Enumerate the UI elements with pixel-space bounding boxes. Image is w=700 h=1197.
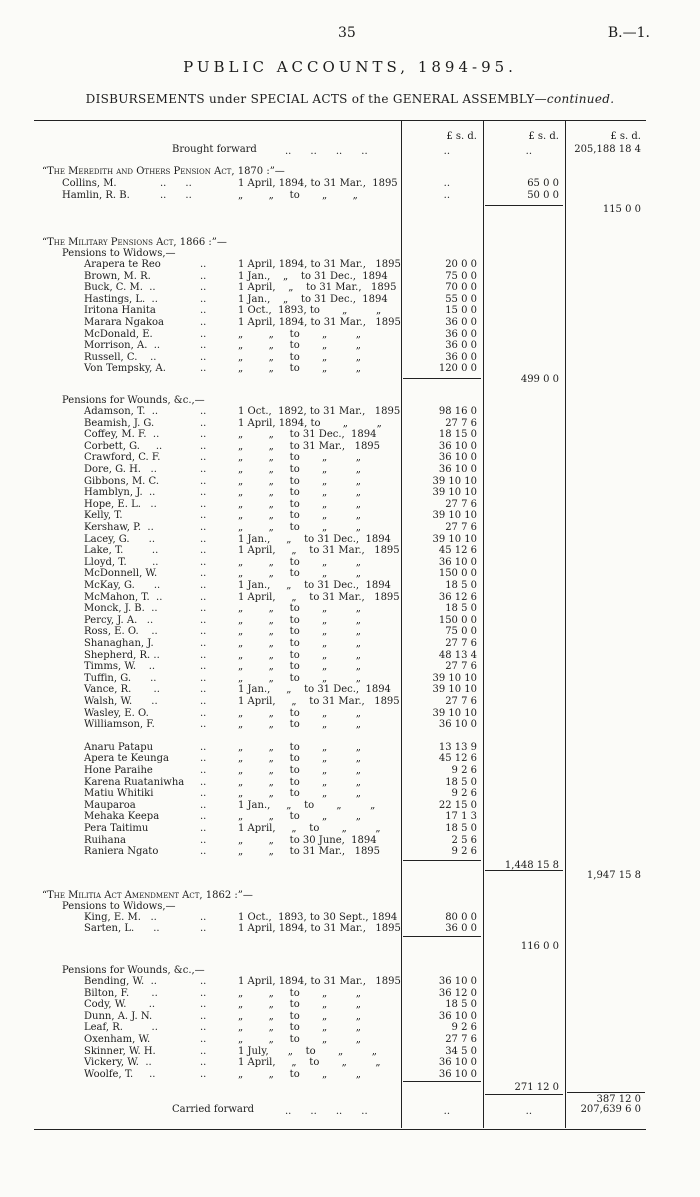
entry-name: Von Tempsky, A. xyxy=(84,363,166,375)
entry-amount: 18 5 0 xyxy=(445,776,477,788)
entry-period: 1 Oct., 1892, to 31 Mar., 1895 xyxy=(238,406,401,417)
entry-name: Timms, W. .. xyxy=(84,661,156,673)
entry-amount: 55 0 0 xyxy=(445,293,477,305)
entry-period: „ „ to „ „ xyxy=(238,340,361,352)
entry-period: „ „ to „ „ xyxy=(238,603,361,615)
page-title: PUBLIC ACCOUNTS, 1894-95. xyxy=(183,58,517,76)
entry-dots: .. xyxy=(200,684,207,696)
entry-period: „ „ to „ „ xyxy=(238,464,361,475)
carried-forward-rule xyxy=(567,1092,645,1093)
entry-dots: .. xyxy=(200,282,207,294)
brought-forward-label: Brought forward xyxy=(172,144,257,155)
entry-name: Matiu Whitiki xyxy=(84,788,154,800)
entry-amount: 18 5 0 xyxy=(445,823,477,834)
entry-dots: .. xyxy=(200,417,207,429)
widows-heading: Pensions to Widows,— xyxy=(62,900,176,912)
entry-name: Bilton, F. .. xyxy=(84,987,158,999)
entry-name: King, E. M. .. xyxy=(84,911,157,923)
entry-period: 1 Jan., „ to 31 Dec., 1894 xyxy=(238,293,388,305)
entry-amount: 27 7 6 xyxy=(445,1034,477,1045)
entry-name: Pera Taitimu xyxy=(84,823,149,834)
entry-amount: 2 5 6 xyxy=(451,834,477,846)
entry-dots: .. xyxy=(200,1010,207,1022)
entry-period: „ „ to „ „ xyxy=(238,1068,361,1080)
entry-dots: .. xyxy=(200,556,207,568)
entry-name: Marara Ngakoa xyxy=(84,317,165,328)
entry-amount: 150 0 0 xyxy=(438,568,477,580)
entry-name: Vance, R. .. xyxy=(84,684,160,696)
entry-dots: .. xyxy=(200,603,207,615)
carried-forward-c1: .. xyxy=(443,1106,450,1117)
entry-period: „ „ to „ „ xyxy=(238,661,361,673)
entry-period: 1 April, 1894, to 31 Mar., 1895 xyxy=(238,178,398,189)
entry-name: Adamson, T. .. xyxy=(84,406,159,417)
entry-dots: .. xyxy=(200,293,207,305)
entry-amount: 36 10 0 xyxy=(438,719,477,731)
entry-name: McDonnell, W. xyxy=(84,568,158,580)
entry-name: Woolfe, T. .. xyxy=(84,1068,156,1080)
brought-forward-c2: .. xyxy=(525,146,532,157)
entry-period: „ „ to „ „ xyxy=(238,351,361,363)
brought-forward-c3: 205,188 18 4 xyxy=(574,144,641,155)
entry-dots: .. xyxy=(200,1057,207,1069)
carried-forward-c3: 207,639 6 0 xyxy=(580,1104,641,1115)
entry-name: Ruihana xyxy=(84,834,126,846)
entry-period: „ „ to „ „ xyxy=(238,452,361,464)
entry-dots: .. xyxy=(200,545,207,557)
entry-name: Hone Paraihe xyxy=(84,765,153,776)
entry-amount: 36 0 0 xyxy=(445,351,477,363)
entry-amount: 98 16 0 xyxy=(438,406,477,417)
entry-name: Monck, J. B. .. xyxy=(84,603,158,615)
entry-name: Buck, C. M. .. xyxy=(84,282,156,294)
entry-dots: .. xyxy=(200,328,207,340)
entry-name: Morrison, A. .. xyxy=(84,340,161,352)
entry-dots: .. xyxy=(200,1034,207,1045)
entry-amount: 65 0 0 xyxy=(527,178,559,189)
militia-wounds-total: 271 12 0 xyxy=(514,1082,559,1094)
entry-name: McDonald, E. xyxy=(84,328,153,340)
entry-dots: .. xyxy=(200,498,207,510)
entry-period: „ „ to „ „ xyxy=(238,475,361,487)
entry-period: 1 July, „ to „ „ xyxy=(238,1045,377,1057)
entry-amount: 27 7 6 xyxy=(445,417,477,429)
entry-name: Collins, M. xyxy=(62,178,117,189)
entry-period: „ „ to „ „ xyxy=(238,498,361,510)
entry-dots: .. .. xyxy=(160,189,192,201)
entry-dots: .. xyxy=(200,317,207,328)
entry-period: „ „ to „ „ xyxy=(238,522,361,533)
entry-name: Corbett, G. .. xyxy=(84,440,163,452)
entry-period: 1 Jan., „ to „ „ xyxy=(238,799,376,811)
brought-forward-c1: .. xyxy=(443,146,450,157)
entry-period: „ „ to „ „ xyxy=(238,189,358,201)
entry-period: 1 Jan., „ to 31 Dec., 1894 xyxy=(238,580,391,591)
entry-dots: .. xyxy=(200,911,207,923)
entry-amount: 39 10 10 xyxy=(432,707,477,719)
entry-dots: .. xyxy=(200,753,207,765)
wounds-heading: Pensions for Wounds, &c.,— xyxy=(62,965,205,976)
entry-period: „ „ to „ „ xyxy=(238,614,361,626)
entry-name: Crawford, C. F. xyxy=(84,452,161,464)
entry-amount: 39 10 10 xyxy=(432,684,477,696)
entry-amount: 15 0 0 xyxy=(445,305,477,317)
entry-dots: .. xyxy=(200,580,207,591)
entry-period: „ „ to „ „ xyxy=(238,999,361,1011)
entry-amount: 22 15 0 xyxy=(438,799,477,811)
entry-dots: .. xyxy=(200,811,207,823)
entry-name: Kershaw, P. .. xyxy=(84,522,154,533)
entry-dots: .. xyxy=(200,788,207,800)
widows-heading: Pensions to Widows,— xyxy=(62,248,176,259)
military-widows-total: 499 0 0 xyxy=(520,374,559,385)
entry-dots: .. xyxy=(200,638,207,649)
entry-period: „ „ to „ „ xyxy=(238,776,361,788)
entry-dots: .. xyxy=(200,1045,207,1057)
entry-amount: 39 10 10 xyxy=(432,487,477,499)
entry-dots: .. xyxy=(200,568,207,580)
entry-name: Hastings, L. .. xyxy=(84,293,158,305)
entry-c1: .. xyxy=(443,189,450,201)
entry-period: 1 Oct., 1893, to „ „ xyxy=(238,305,382,317)
entry-period: „ „ to 31 Mar., 1895 xyxy=(238,846,381,858)
entry-name: Gibbons, M. C. xyxy=(84,475,160,487)
entry-amount: 27 7 6 xyxy=(445,661,477,673)
entry-amount: 36 10 0 xyxy=(438,976,477,987)
entry-name: Percy, J. A. .. xyxy=(84,614,154,626)
entry-amount: 20 0 0 xyxy=(445,259,477,270)
entry-amount: 39 10 10 xyxy=(432,475,477,487)
act-heading-meredith: “The Meredith and Others Pension Act, 1870 :”— xyxy=(42,166,285,177)
entry-amount: 9 2 6 xyxy=(451,846,477,858)
subtitle-main: DISBURSEMENTS under SPECIAL ACTS of the GENERAL ASSEMBLY— xyxy=(85,92,547,106)
entry-period: „ „ to „ „ xyxy=(238,556,361,568)
entry-period: „ „ to „ „ xyxy=(238,510,361,522)
subtotal-rule xyxy=(403,936,481,937)
entry-name: Hamblyn, J. .. xyxy=(84,487,156,499)
entry-amount: 18 5 0 xyxy=(445,999,477,1011)
brought-forward-dots: .. .. .. .. xyxy=(285,146,368,157)
entry-dots: .. xyxy=(200,259,207,270)
militia-total: 387 12 0 xyxy=(596,1094,641,1106)
wounds-heading: Pensions for Wounds, &c.,— xyxy=(62,395,205,406)
entry-amount: 18 5 0 xyxy=(445,580,477,591)
subtotal-rule xyxy=(485,870,563,871)
act-heading-militia: “The Militia Act Amendment Act, 1862 :”— xyxy=(42,889,253,901)
entry-dots: .. xyxy=(200,976,207,987)
page-number: 35 xyxy=(338,25,356,41)
entry-dots: .. xyxy=(200,533,207,545)
entry-name: Kelly, T. xyxy=(84,510,123,522)
entry-name: Russell, C. .. xyxy=(84,351,157,363)
entry-dots: .. xyxy=(200,707,207,719)
col-header-2: £ s. d. xyxy=(528,131,559,142)
entry-amount: 9 2 6 xyxy=(451,765,477,776)
entry-period: „ „ to „ „ xyxy=(238,1034,361,1045)
subtotal-rule xyxy=(403,860,481,861)
entry-name: Skinner, W. H. xyxy=(84,1045,156,1057)
subtotal-rule xyxy=(403,1081,481,1082)
entry-name: Leaf, R. .. xyxy=(84,1022,158,1034)
entry-amount: 36 10 0 xyxy=(438,1010,477,1022)
entry-dots: .. xyxy=(200,440,207,452)
entry-period: „ „ to „ „ xyxy=(238,788,361,800)
entry-name: Lacey, G. .. xyxy=(84,533,156,545)
meredith-total: 115 0 0 xyxy=(602,204,641,215)
entry-name: Lake, T. .. xyxy=(84,545,159,557)
entry-period: 1 April, „ to „ „ xyxy=(238,1057,381,1069)
entry-name: Sarten, L. .. xyxy=(84,923,160,935)
entry-amount: 36 12 6 xyxy=(438,591,477,603)
entry-amount: 36 10 0 xyxy=(438,452,477,464)
entry-amount: 120 0 0 xyxy=(438,363,477,375)
entry-dots: .. xyxy=(200,741,207,753)
subtotal-rule xyxy=(485,205,563,206)
entry-amount: 70 0 0 xyxy=(445,282,477,294)
entry-dots: .. xyxy=(200,696,207,707)
entry-name: Anaru Patapu xyxy=(84,741,154,753)
entry-name: Beamish, J. G. xyxy=(84,417,155,429)
entry-amount: 13 13 9 xyxy=(438,741,477,753)
entry-dots: .. xyxy=(200,522,207,533)
entry-dots: .. xyxy=(200,475,207,487)
entry-name: Williamson, F. xyxy=(84,719,155,731)
entry-amount: 39 10 10 xyxy=(432,533,477,545)
entry-amount: 75 0 0 xyxy=(445,626,477,638)
entry-name: Dunn, A. J. N. xyxy=(84,1010,153,1022)
entry-amount: 48 13 4 xyxy=(438,649,477,661)
entry-dots: .. xyxy=(200,305,207,317)
entry-name: Ross, E. O. .. xyxy=(84,626,158,638)
entry-amount: 36 0 0 xyxy=(445,340,477,352)
entry-period: „ „ to „ „ xyxy=(238,626,361,638)
entry-amount: 27 7 6 xyxy=(445,498,477,510)
page-subtitle xyxy=(0,92,700,106)
entry-amount: 39 10 10 xyxy=(432,510,477,522)
entry-name: Hamlin, R. B. xyxy=(62,189,130,201)
entry-name: Bending, W. .. xyxy=(84,976,157,987)
entry-dots: .. xyxy=(200,672,207,684)
entry-dots: .. xyxy=(200,351,207,363)
entry-dots: .. xyxy=(200,510,207,522)
entry-period: „ „ to „ „ xyxy=(238,1022,361,1034)
entry-name: Walsh, W. .. xyxy=(84,696,158,707)
entry-amount: 80 0 0 xyxy=(445,911,477,923)
entry-name: Tuffin, G. .. xyxy=(84,672,157,684)
entry-dots: .. xyxy=(200,452,207,464)
entry-period: „ „ to „ „ xyxy=(238,719,361,731)
entry-period: 1 April, „ to „ „ xyxy=(238,823,381,834)
entry-name: Cody, W. .. xyxy=(84,999,156,1011)
act-heading-military: “The Military Pensions Act, 1866 :”— xyxy=(42,237,227,248)
entry-period: „ „ to „ „ xyxy=(238,363,361,375)
entry-dots: .. xyxy=(200,799,207,811)
entry-amount: 36 0 0 xyxy=(445,923,477,935)
entry-period: „ „ to „ „ xyxy=(238,707,361,719)
entry-dots: .. xyxy=(200,999,207,1011)
entry-dots: .. xyxy=(200,834,207,846)
entry-name: Apera te Keunga xyxy=(84,753,169,765)
entry-amount: 36 0 0 xyxy=(445,317,477,328)
entry-name: Vickery, W. .. xyxy=(84,1057,152,1069)
column-divider-1 xyxy=(401,120,402,1128)
entry-period: 1 Jan., „ to 31 Dec., 1894 xyxy=(238,533,391,545)
entry-name: McMahon, T. .. xyxy=(84,591,163,603)
entry-period: „ „ to „ „ xyxy=(238,765,361,776)
subtotal-rule xyxy=(403,378,481,379)
entry-amount: 45 12 6 xyxy=(438,753,477,765)
entry-amount: 50 0 0 xyxy=(527,189,559,201)
col-header-1: £ s. d. xyxy=(446,131,477,142)
entry-period: „ „ to „ „ xyxy=(238,638,361,649)
entry-dots: .. xyxy=(200,429,207,441)
entry-amount: 75 0 0 xyxy=(445,270,477,282)
entry-dots: .. xyxy=(200,591,207,603)
entry-dots: .. xyxy=(200,487,207,499)
entry-dots: .. xyxy=(200,626,207,638)
entry-dots: .. xyxy=(200,406,207,417)
entry-dots: .. xyxy=(200,614,207,626)
entry-period: 1 April, 1894, to „ „ xyxy=(238,417,382,429)
entry-dots: .. xyxy=(200,464,207,475)
entry-period: „ „ to „ „ xyxy=(238,672,361,684)
entry-c1: .. xyxy=(443,178,450,189)
entry-period: „ „ to „ „ xyxy=(238,741,361,753)
entry-name: Dore, G. H. .. xyxy=(84,464,157,475)
col-header-3: £ s. d. xyxy=(610,131,641,142)
entry-period: 1 April, 1894, to 31 Mar., 1895 xyxy=(238,976,401,987)
military-wounds-total: 1,448 15 8 xyxy=(504,859,559,871)
entry-period: 1 April, „ to 31 Mar., 1895 xyxy=(238,696,400,707)
entry-name: Mauparoa xyxy=(84,799,136,811)
entry-amount: 36 12 0 xyxy=(438,987,477,999)
military-total: 1,947 15 8 xyxy=(586,869,641,881)
entry-amount: 36 10 0 xyxy=(438,1057,477,1069)
entry-dots: .. .. xyxy=(160,178,192,189)
entry-name: Lloyd, T. .. xyxy=(84,556,159,568)
entry-amount: 34 5 0 xyxy=(445,1045,477,1057)
entry-name: Shanaghan, J. xyxy=(84,638,154,649)
entry-amount: 18 5 0 xyxy=(445,603,477,615)
entry-dots: .. xyxy=(200,1022,207,1034)
entry-dots: .. xyxy=(200,776,207,788)
entry-period: „ „ to 31 Mar., 1895 xyxy=(238,440,381,452)
entry-period: „ „ to „ „ xyxy=(238,487,361,499)
entry-amount: 39 10 10 xyxy=(432,672,477,684)
entry-amount: 36 0 0 xyxy=(445,328,477,340)
entry-name: Brown, M. R. xyxy=(84,270,151,282)
entry-amount: 150 0 0 xyxy=(438,614,477,626)
entry-amount: 45 12 6 xyxy=(438,545,477,557)
entry-dots: .. xyxy=(200,661,207,673)
entry-amount: 9 2 6 xyxy=(451,1022,477,1034)
entry-amount: 27 7 6 xyxy=(445,696,477,707)
column-divider-2 xyxy=(483,120,484,1128)
entry-dots: .. xyxy=(200,923,207,935)
carried-forward-dots: .. .. .. .. xyxy=(285,1106,368,1117)
entry-period: „ „ to „ „ xyxy=(238,753,361,765)
entry-period: „ „ to „ „ xyxy=(238,811,361,823)
entry-amount: 36 10 0 xyxy=(438,440,477,452)
entry-name: Oxenham, W. xyxy=(84,1034,151,1045)
column-divider-3 xyxy=(565,120,566,1128)
entry-dots: .. xyxy=(200,270,207,282)
entry-period: 1 April, „ to 31 Mar., 1895 xyxy=(238,591,400,603)
entry-name: McKay, G. .. xyxy=(84,580,161,591)
entry-dots: .. xyxy=(200,1068,207,1080)
entry-dots: .. xyxy=(200,363,207,375)
carried-forward-c2: .. xyxy=(525,1106,532,1117)
entry-name: Mehaka Keepa xyxy=(84,811,160,823)
entry-period: „ „ to 30 June, 1894 xyxy=(238,834,377,846)
entry-dots: .. xyxy=(200,765,207,776)
entry-name: Iritona Hanita xyxy=(84,305,156,317)
entry-period: 1 April, 1894, to 31 Mar., 1895 xyxy=(238,259,401,270)
entry-name: Shepherd, R. .. xyxy=(84,649,160,661)
entry-name: Coffey, M. F. .. xyxy=(84,429,160,441)
entry-period: „ „ to „ „ xyxy=(238,649,361,661)
entry-amount: 17 1 3 xyxy=(445,811,477,823)
entry-name: Hope, E. L. .. xyxy=(84,498,157,510)
entry-dots: .. xyxy=(200,987,207,999)
entry-name: Arapera te Reo xyxy=(84,259,161,270)
document-code: B.—1. xyxy=(607,25,650,41)
entry-period: 1 Jan., „ to 31 Dec., 1894 xyxy=(238,270,388,282)
carried-forward-label: Carried forward xyxy=(172,1104,255,1115)
entry-period: „ „ to „ „ xyxy=(238,987,361,999)
entry-period: „ „ to „ „ xyxy=(238,328,361,340)
militia-widows-total: 116 0 0 xyxy=(520,941,559,952)
entry-period: 1 Oct., 1893, to 30 Sept., 1894 xyxy=(238,911,398,923)
entry-name: Wasley, E. O. xyxy=(84,707,149,719)
entry-amount: 36 10 0 xyxy=(438,556,477,568)
entry-period: 1 April, „ to 31 Mar., 1895 xyxy=(238,545,400,557)
entry-amount: 9 2 6 xyxy=(451,788,477,800)
entry-dots: .. xyxy=(200,649,207,661)
entry-dots: .. xyxy=(200,340,207,352)
entry-amount: 36 10 0 xyxy=(438,464,477,475)
entry-name: Raniera Ngato xyxy=(84,846,159,858)
entry-dots: .. xyxy=(200,846,207,858)
entry-dots: .. xyxy=(200,719,207,731)
entry-period: 1 April, 1894, to 31 Mar., 1895 xyxy=(238,923,401,935)
entry-period: 1 Jan., „ to 31 Dec., 1894 xyxy=(238,684,391,696)
subtotal-rule xyxy=(485,1094,563,1095)
entry-period: 1 April, „ to 31 Mar., 1895 xyxy=(238,282,397,294)
entry-amount: 27 7 6 xyxy=(445,522,477,533)
entry-period: „ „ to „ „ xyxy=(238,1010,361,1022)
entry-period: „ „ to „ „ xyxy=(238,568,361,580)
entry-dots: .. xyxy=(200,823,207,834)
subtitle-continued: continued. xyxy=(546,92,615,106)
entry-period: „ „ to 31 Dec., 1894 xyxy=(238,429,377,441)
entry-period: 1 April, 1894, to 31 Mar., 1895 xyxy=(238,317,401,328)
entry-amount: 18 15 0 xyxy=(438,429,477,441)
entry-name: Karena Ruataniwha xyxy=(84,776,185,788)
entry-amount: 36 10 0 xyxy=(438,1068,477,1080)
entry-amount: 27 7 6 xyxy=(445,638,477,649)
